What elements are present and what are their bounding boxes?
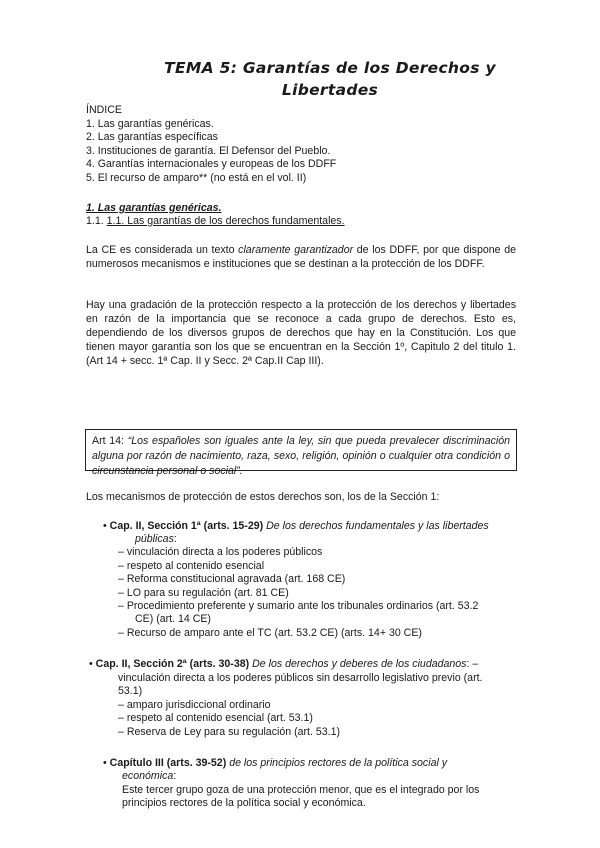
list-item: – respeto al contenido esencial (art. 53.1) — [118, 712, 313, 724]
group3-text: Este tercer grupo goza de una protección menor, que es el integrado por los — [122, 784, 480, 796]
list-item-continuation: CE) (art. 14 CE) — [135, 613, 211, 625]
art14-label: Art 14: — [92, 435, 128, 447]
group1-italic: De los derechos fundamentales y las libertades — [266, 520, 489, 532]
index-item: 3. Instituciones de garantía. El Defensor del Pueblo. — [86, 145, 331, 157]
group1-header-line1 — [103, 520, 489, 533]
bullet-icon: • — [103, 520, 107, 532]
list-item: – Recurso de amparo ante el TC (art. 53.2 CE) (arts. 14+ 30 CE) — [118, 627, 422, 639]
list-item-continuation: 53.1) — [118, 685, 143, 697]
paragraph-gradacion: Hay una gradación de la protección respecto a la protección de los derechos y libertades en razón de la importancia que se reconoce a cada grupo de derechos. Esto es, dependiendo de los diversos grupos de derechos que hay en la Constitución. Los que tienen mayor garantía son los que se encuentran en la Sección 1º, Capitulo 2 del titulo 1. (Art 14 + secc. 1ª Cap. II y Secc. 2ª Cap.II Cap III). — [86, 299, 516, 367]
art14-text — [92, 434, 510, 479]
list-item: – vinculación directa a los poderes públicos — [118, 546, 323, 558]
index-item: 2. Las garantías específicas — [86, 131, 218, 143]
para1-pre: La CE es considerada un texto — [86, 244, 239, 256]
group3-italic-cont: económica — [122, 770, 174, 782]
section-heading: 1. Las garantías genéricas. — [86, 202, 222, 214]
list-item: vinculación directa a los poderes públicos sin desarrollo legislativo previo (art. — [118, 672, 483, 684]
para1-italic: claramente garantizador — [238, 244, 354, 256]
bullet-icon: • — [89, 658, 93, 670]
list-item: – Reforma constitucional agravada (art. 168 CE) — [118, 573, 346, 585]
group1-header-line2: públicas: — [135, 533, 177, 545]
subheading-underlined: 1.1. Las garantías de los derechos fundamentales. — [106, 215, 345, 227]
group3-italic: de los principios rectores de la política social y — [229, 757, 448, 769]
list-item: – Procedimiento preferente y sumario ante los tribunales ordinarios (art. 53.2 — [118, 600, 479, 612]
bullet-icon: • — [103, 757, 107, 769]
list-item: – Reserva de Ley para su regulación (art. 53.1) — [118, 726, 341, 738]
group2-italic: De los derechos y deberes de los ciudadanos — [252, 658, 467, 670]
group3-bold: Capítulo III (arts. 39-52) — [109, 757, 227, 769]
group3-text: principios rectores de la política social y económica. — [122, 797, 366, 809]
index-item: 4. Garantías internacionales y europeas de los DDFF — [86, 158, 337, 170]
para1-post: de los DDFF, por que dispone de numerosos mecanismos e instituciones que se destinan a la protección de los DDFF. — [86, 244, 516, 270]
group3-header-line2: económica: — [122, 770, 177, 782]
group2-header — [89, 658, 478, 671]
index-item: 5. El recurso de amparo** (no está en el vol. II) — [86, 172, 307, 184]
group1-bold: Cap. II, Sección 1ª (arts. 15-29) — [109, 520, 264, 532]
group2-dash: : – — [466, 658, 479, 670]
list-item: – amparo jurisdiccional ordinario — [118, 699, 271, 711]
list-item: – LO para su regulación (art. 81 CE) — [118, 587, 289, 599]
art14-quote: “Los españoles son iguales ante la ley, sin que pueda prevalecer discriminación alguna por razón de nacimiento, raza, sexo, religión, opinión o cualquier otra condición o circunstancia personal o social”. — [92, 435, 511, 477]
art14-box — [85, 429, 517, 477]
section-subheading: 1.1. 1.1. Las garantías de los derechos fundamentales. — [86, 215, 345, 227]
group3-header-line1 — [103, 757, 447, 770]
index-item: 1. Las garantías genéricas. — [86, 118, 214, 130]
group2-bold: Cap. II, Sección 2ª (arts. 30-38) — [95, 658, 250, 670]
paragraph-mecanismos: Los mecanismos de protección de estos derechos son, los de la Sección 1: — [86, 491, 440, 503]
index-heading: ÍNDICE — [86, 104, 122, 116]
document-title-line-2: Libertades — [281, 81, 379, 99]
group1-italic-cont: públicas — [135, 533, 174, 545]
paragraph-ce-garantizador — [86, 243, 516, 271]
list-item: – respeto al contenido esencial — [118, 560, 265, 572]
document-title-line-1: TEMA 5: Garantías de los Derechos y — [164, 59, 496, 77]
